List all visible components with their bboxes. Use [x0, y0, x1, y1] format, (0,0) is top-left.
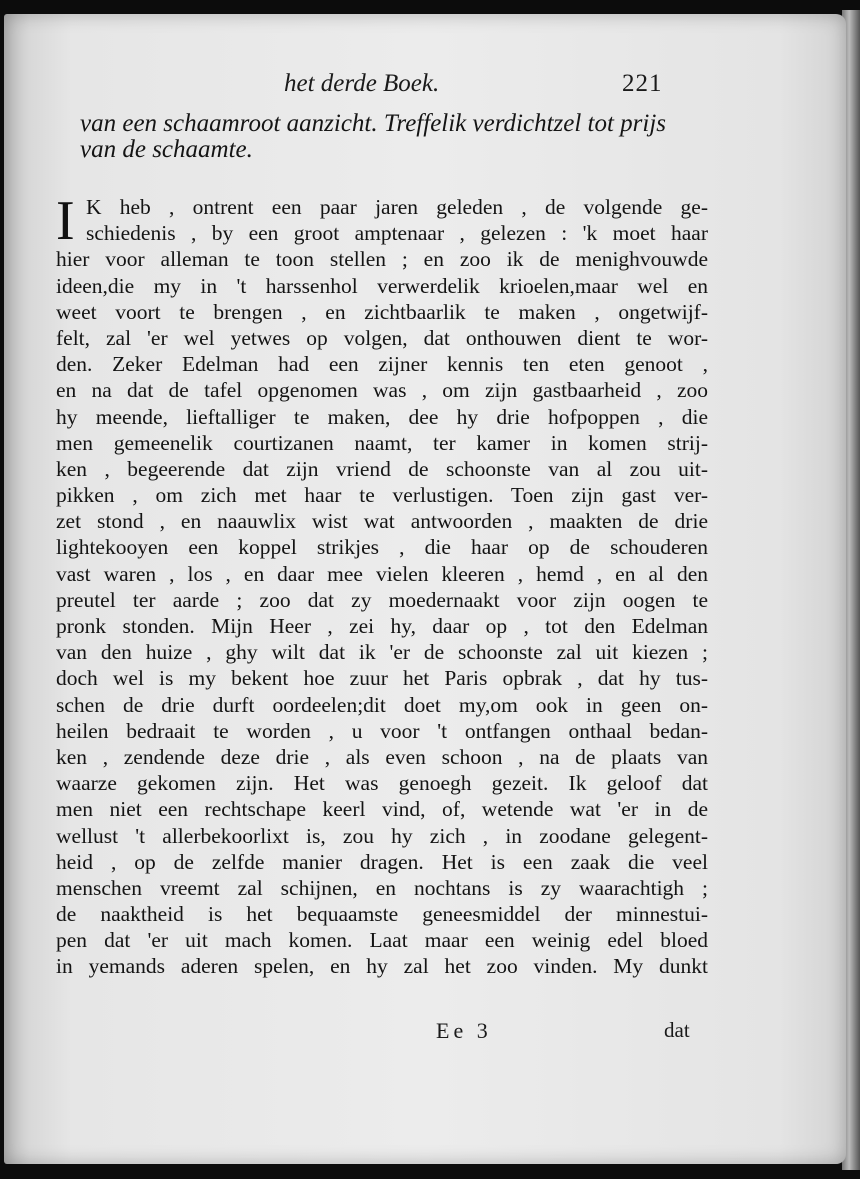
running-head: het derde Boek.: [284, 70, 440, 97]
text-line: en na dat de tafel opgenomen was , om zijn gastbaarheid , zoo: [56, 378, 708, 403]
text-line: waarze gekomen zijn. Het was genoegh gezeit. Ik geloof dat: [56, 771, 708, 796]
text-line: K heb , ontrent een paar jaren geleden , de volgende ge-: [86, 195, 708, 219]
text-line: men gemeenelik courtizanen naamt, ter kamer in komen strij-: [56, 430, 708, 455]
body-text: [56, 190, 708, 980]
text-line: pronk stonden. Mijn Heer , zei hy, daar op , tot den Edelman: [56, 614, 708, 638]
text-line: de naaktheid is het bequaamste geneesmiddel der minnestui-: [56, 902, 708, 927]
text-line: den. Zeker Edelman had een zijner kennis ten eten genoot ,: [56, 352, 708, 377]
page-header: [4, 66, 846, 106]
text-line: heilen bedraait te worden , u voor 't ontfangen onthaal bedan-: [56, 718, 708, 743]
text-line: van den huize , ghy wilt dat ik 'er de schoonste zal uit kiezen ;: [56, 640, 708, 665]
page-footer: [4, 1018, 846, 1054]
page-number: 221: [622, 70, 663, 97]
text-line: vast waren , los , en daar mee vielen kleeren , hemd , en al den: [56, 561, 708, 586]
text-line: in yemands aderen spelen, en hy zal het zoo vinden. My dunkt: [56, 954, 708, 979]
text-line: pikken , om zich met haar te verlustigen. Toen zijn gast ver-: [56, 483, 708, 508]
text-line: schen de drie durft oordeelen;dit doet my,om ook in geen on-: [56, 692, 708, 717]
signature-mark: Ee 3: [436, 1018, 492, 1043]
drop-cap: I: [56, 190, 75, 252]
text-line: weet voort te brengen , en zichtbaarlik te maken , ongetwijf-: [56, 299, 708, 324]
text-line: felt, zal 'er wel yetwes op volgen, dat onthouwen dient te wor-: [56, 325, 708, 350]
title-line-2: van de schaamte.: [80, 136, 253, 164]
text-line: ken , begeerende dat zijn vriend de schoonste van al zou uit-: [56, 456, 708, 481]
text-line: lightekooyen een koppel strikjes , die haar op de schouderen: [56, 535, 708, 560]
title-line-1: van een schaamroot aanzicht. Treffelik verdichtzel tot prijs: [80, 110, 667, 137]
text-line: preutel ter aarde ; zoo dat zy moedernaakt voor zijn oogen te: [56, 587, 708, 612]
text-line: men niet een rechtschape keerl vind, of, wetende wat 'er in de: [56, 797, 708, 822]
section-title: [80, 106, 720, 164]
text-line: heid , op de zelfde manier dragen. Het is een zaak die veel: [56, 849, 708, 874]
text-line: hy meende, lieftalliger te maken, dee hy drie hofpoppen , die: [56, 404, 708, 429]
text-line: ken , zendende deze drie , als even schoon , na de plaats van: [56, 744, 708, 769]
text-line: ideen,die my in 't harssenhol verwerdelik krioelen,maar wel en: [56, 273, 708, 298]
text-line: wellust 't allerbekoorlixt is, zou hy zich , in zoodane gelegent-: [56, 823, 708, 848]
text-line: doch wel is my bekent hoe zuur het Paris opbrak , dat hy tus-: [56, 666, 708, 691]
text-line: schiedenis , by een groot amptenaar , gelezen : 'k moet haar: [86, 221, 708, 246]
catchword: dat: [664, 1018, 690, 1042]
text-line: pen dat 'er uit mach komen. Laat maar een weinig edel bloed: [56, 928, 708, 953]
text-line: zet stond , en naauwlix wist wat antwoorden , maakten de drie: [56, 509, 708, 534]
text-line: menschen vreemt zal schijnen, en nochtans is zy waarachtigh ;: [56, 875, 708, 900]
text-line: hier voor alleman te toon stellen ; en zoo ik de menighvouwde: [56, 247, 708, 272]
book-page: [4, 14, 846, 1164]
